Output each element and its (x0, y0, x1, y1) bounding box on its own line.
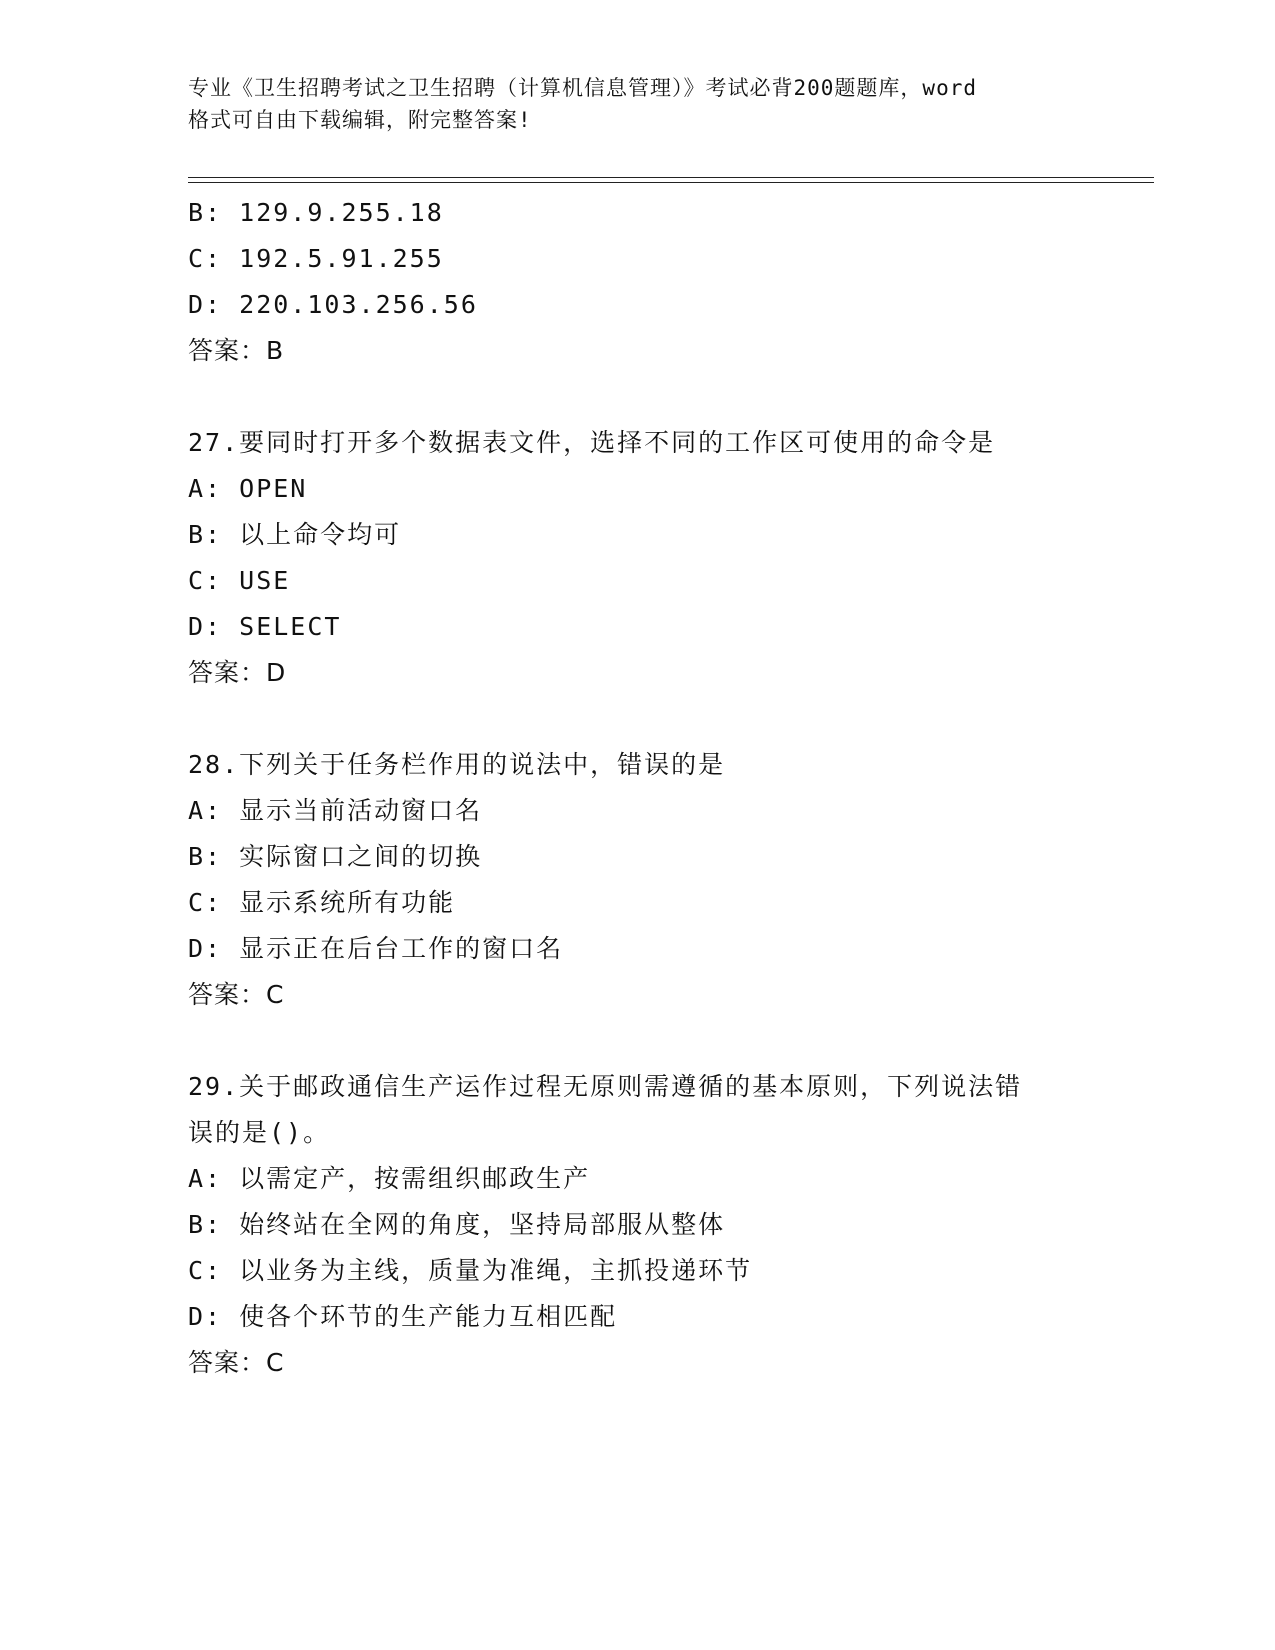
question-list (188, 190, 1148, 1386)
option-b: B: 实际窗口之间的切换 (188, 842, 483, 871)
question-text-line-2: 误的是()。 (188, 1118, 331, 1147)
answer-label: 答案：D (188, 658, 287, 687)
option-d: D: 显示正在后台工作的窗口名 (188, 934, 564, 963)
header-divider-bottom (188, 182, 1154, 183)
answer-label: 答案：C (188, 1348, 285, 1377)
header-divider-top (188, 177, 1154, 178)
spacer (188, 1018, 1148, 1064)
option-d: D: 使各个环节的生产能力互相匹配 (188, 1302, 618, 1331)
question-text-line-1: 29.关于邮政通信生产运作过程无原则需遵循的基本原则，下列说法错 (188, 1072, 1023, 1101)
spacer (188, 374, 1148, 420)
answer-label: 答案：B (188, 336, 285, 365)
header-title-line-2: 格式可自由下载编辑，附完整答案! (188, 108, 532, 132)
option-c: C: 显示系统所有功能 (188, 888, 456, 917)
option-b: B: 始终站在全网的角度，坚持局部服从整体 (188, 1210, 726, 1239)
question-28 (188, 742, 1148, 1018)
option-b: B: 129.9.255.18 (188, 198, 444, 227)
option-c: C: 192.5.91.255 (188, 244, 444, 273)
option-c: C: 以业务为主线，质量为准绳，主抓投递环节 (188, 1256, 753, 1285)
option-b: B: 以上命令均可 (188, 520, 402, 549)
option-d: D: SELECT (188, 612, 342, 641)
document-header (188, 72, 1088, 136)
option-a: A: 显示当前活动窗口名 (188, 796, 483, 825)
question-27 (188, 420, 1148, 696)
question-26 (188, 190, 1148, 374)
question-29 (188, 1064, 1148, 1386)
option-a: A: 以需定产，按需组织邮政生产 (188, 1164, 591, 1193)
option-d: D: 220.103.256.56 (188, 290, 478, 319)
question-text: 28.下列关于任务栏作用的说法中，错误的是 (188, 750, 726, 779)
question-text: 27.要同时打开多个数据表文件，选择不同的工作区可使用的命令是 (188, 428, 996, 457)
answer-label: 答案：C (188, 980, 285, 1009)
header-title-line-1: 专业《卫生招聘考试之卫生招聘（计算机信息管理）》考试必背200题题库，word (188, 76, 977, 100)
option-a: A: OPEN (188, 474, 308, 503)
option-c: C: USE (188, 566, 291, 595)
spacer (188, 696, 1148, 742)
